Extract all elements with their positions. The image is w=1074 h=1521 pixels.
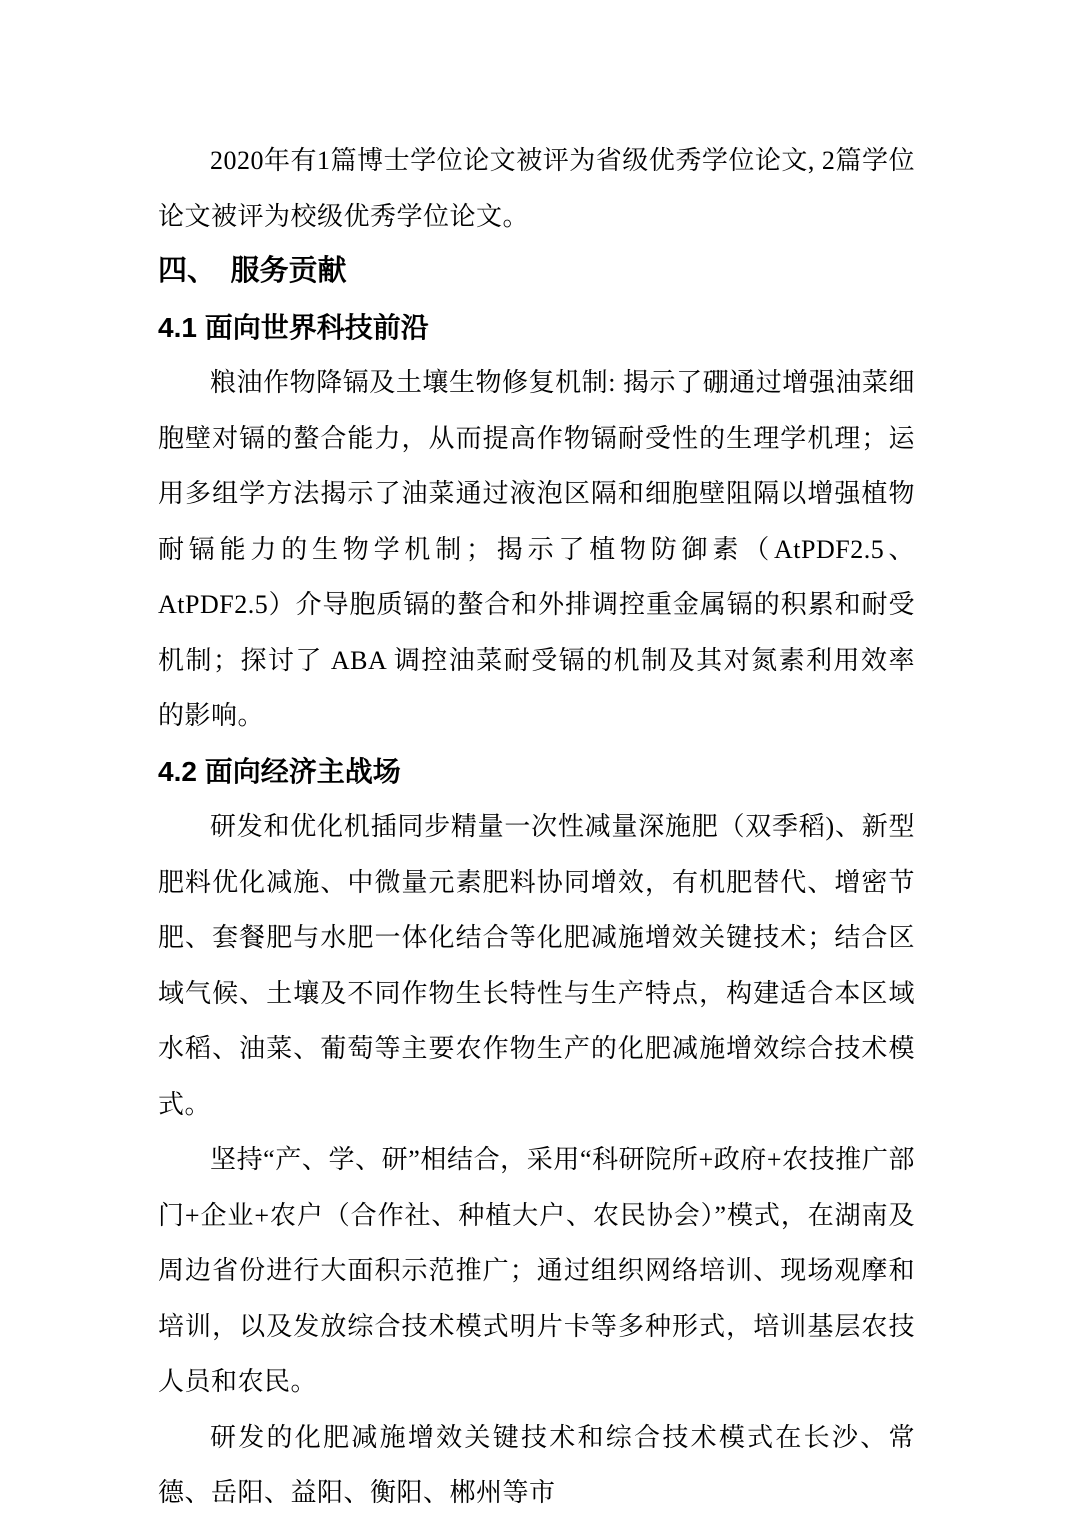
industry-academia-research-paragraph: 坚持“产、学、研”相结合，采用“科研院所+政府+农技推广部门+企业+农户（合作社、种植大户、农民协会）”模式，在湖南及周边省份进行大面积示范推广；通过组织网络培训、现场观摩和培训，以及发放综合技术模式明片卡等多种形式，培训基层农技人员和农民。 xyxy=(158,1145,915,1396)
cadmium-mechanism-paragraph: 粮油作物降镉及土壤生物修复机制: 揭示了硼通过增强油菜细胞壁对镉的螯合能力，从而提高作物镉耐受性的生理学机理；运用多组学方法揭示了油菜通过液泡区隔和细胞壁阻隔以增强植物耐镉能力的生物学机制；揭示了植物防御素（AtPDF2.5、AtPDF2.5）介导胞质镉的螯合和外排调控重金属镉的积累和耐受机制；探讨了 ABA 调控油菜耐受镉的机制及其对氮素利用效率的影响。 xyxy=(158,368,915,730)
technology-application-cities-paragraph: 研发的化肥减施增效关键技术和综合技术模式在长沙、常德、岳阳、益阳、衡阳、郴州等市 xyxy=(158,1422,915,1507)
thesis-awards-paragraph: 2020年有1篇博士学位论文被评为省级优秀学位论文, 2篇学位论文被评为校级优秀学位论文。 xyxy=(158,146,915,231)
subsection-heading-4-2: 4.2 面向经济主战场 xyxy=(158,755,401,787)
fertilizer-technology-paragraph: 研发和优化机插同步精量一次性减量深施肥（双季稻)、新型肥料优化减施、中微量元素肥料协同增效，有机肥替代、增密节肥、套餐肥与水肥一体化结合等化肥减施增效关键技术；结合区域气候、土壤及不同作物生长特性与生产特点，构建适合本区域水稻、油菜、葡萄等主要农作物生产的化肥减施增效综合技术模式。 xyxy=(158,812,915,1119)
section-heading-service-contribution: 四、 服务贡献 xyxy=(158,255,347,287)
subsection-heading-4-1: 4.1 面向世界科技前沿 xyxy=(158,311,429,343)
